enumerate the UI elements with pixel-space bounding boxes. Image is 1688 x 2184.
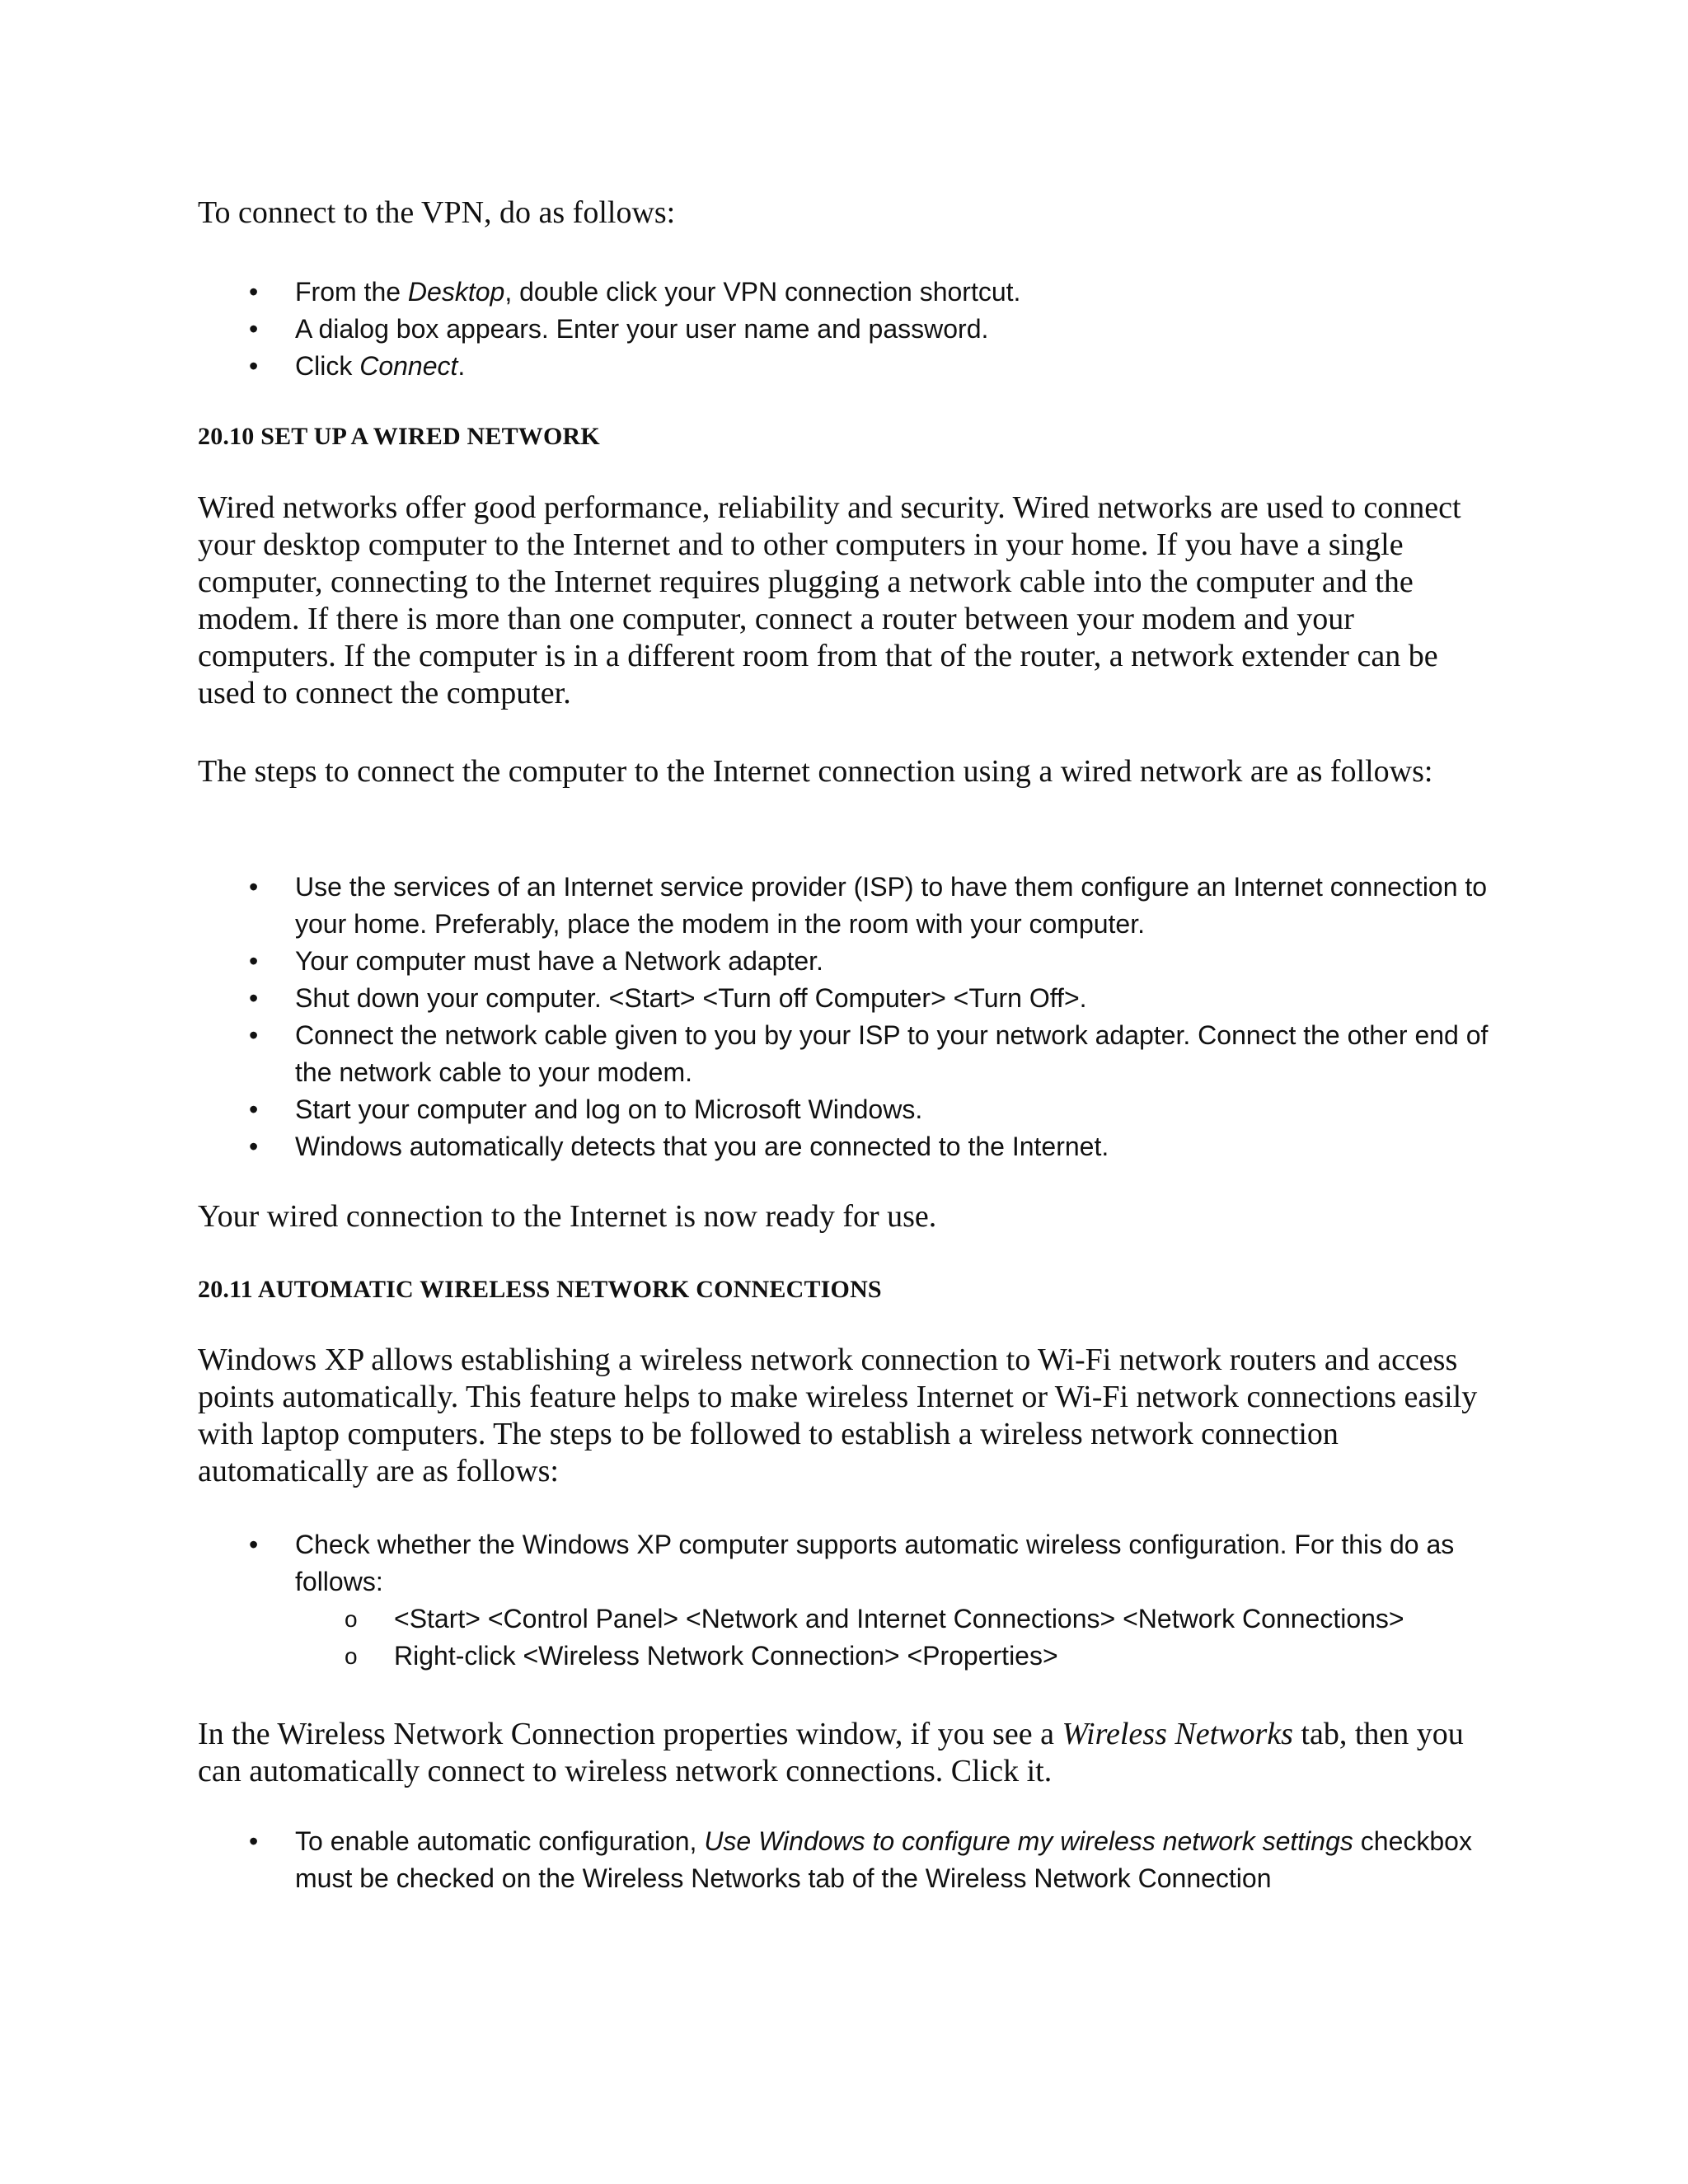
list-item: • Shut down your computer. <Start> <Turn off Computer> <Turn Off>. bbox=[198, 980, 1500, 1017]
list-item: • Your computer must have a Network adapter. bbox=[198, 943, 1500, 980]
sub-list-item: o <Start> <Control Panel> <Network and Internet Connections> <Network Connections> bbox=[295, 1601, 1500, 1638]
wireless-sub-steps bbox=[295, 1601, 1500, 1675]
list-item: • Click Connect. bbox=[198, 348, 1500, 385]
wireless-steps-list bbox=[198, 1526, 1500, 1675]
bullet-glyph: • bbox=[249, 277, 259, 307]
list-item: • From the Desktop, double click your VPN connection shortcut. bbox=[198, 274, 1500, 311]
wireless-enable-list bbox=[198, 1823, 1500, 1897]
bullet-glyph: • bbox=[249, 1826, 259, 1856]
list-item: • To enable automatic configuration, Use Windows to configure my wireless network settings checkbox must be checked on the Wireless Networks tab of the Wireless Network Connection bbox=[198, 1823, 1500, 1897]
wireless-paragraph: Windows XP allows establishing a wireless network connection to Wi-Fi network routers and access points automatically. This feature helps to make wireless Internet or Wi-Fi network connections easily with laptop computers. The steps to be followed to establish a wireless network connection automatically are as follows: bbox=[198, 1343, 1478, 1488]
sub-bullet-glyph: o bbox=[345, 1643, 358, 1669]
bullet-glyph: • bbox=[249, 1132, 259, 1161]
wired-ready-text: Your wired connection to the Internet is now ready for use. bbox=[198, 1199, 937, 1234]
bullet-glyph: • bbox=[249, 983, 259, 1013]
list-item: • Use the services of an Internet service provider (ISP) to have them configure an Internet connection to your home. Preferably, place the modem in the room with your computer. bbox=[198, 869, 1500, 943]
bullet-glyph: • bbox=[249, 946, 259, 976]
list-item: • Check whether the Windows XP computer supports automatic wireless configuration. For this do as follows: o <Start> <Control Panel> <Network and Internet Connections> <Network Connections> o Right-click <Wireless Network Connection> <Properties> bbox=[198, 1526, 1500, 1675]
section-heading-wired: 20.10 SET UP A WIRED NETWORK bbox=[198, 423, 600, 450]
wired-paragraph: Wired networks offer good performance, reliability and security. Wired networks are used to connect your desktop computer to the Internet and to other computers in your home. If you have a single computer, connecting to the Internet requires plugging a network cable into the computer and the modem. If there is more than one computer, connect a router between your modem and your computers. If the computer is in a different room from that of the router, a network extender can be used to connect the computer. bbox=[198, 490, 1461, 710]
section-heading-wireless: 20.11 AUTOMATIC WIRELESS NETWORK CONNECTIONS bbox=[198, 1276, 882, 1303]
wired-steps-intro: The steps to connect the computer to the Internet connection using a wired network are as follows: bbox=[198, 754, 1433, 789]
wireless-properties-paragraph: In the Wireless Network Connection properties window, if you see a Wireless Networks tab, then you can automatically connect to wireless network connections. Click it. bbox=[198, 1717, 1464, 1788]
bullet-glyph: • bbox=[249, 314, 259, 344]
bullet-glyph: • bbox=[249, 1094, 259, 1124]
list-item: • Start your computer and log on to Microsoft Windows. bbox=[198, 1091, 1500, 1128]
list-item: • Connect the network cable given to you by your ISP to your network adapter. Connect the other end of the network cable to your modem. bbox=[198, 1017, 1500, 1091]
list-item: • A dialog box appears. Enter your user name and password. bbox=[198, 311, 1500, 348]
sub-list-item: o Right-click <Wireless Network Connection> <Properties> bbox=[295, 1638, 1500, 1675]
sub-bullet-glyph: o bbox=[345, 1606, 358, 1632]
list-item: • Windows automatically detects that you are connected to the Internet. bbox=[198, 1128, 1500, 1165]
bullet-glyph: • bbox=[249, 351, 259, 381]
vpn-steps-list bbox=[198, 274, 1500, 385]
bullet-glyph: • bbox=[249, 1020, 259, 1050]
wired-steps-list bbox=[198, 869, 1500, 1165]
bullet-glyph: • bbox=[249, 1530, 259, 1559]
bullet-glyph: • bbox=[249, 872, 259, 902]
vpn-intro: To connect to the VPN, do as follows: bbox=[198, 195, 676, 230]
